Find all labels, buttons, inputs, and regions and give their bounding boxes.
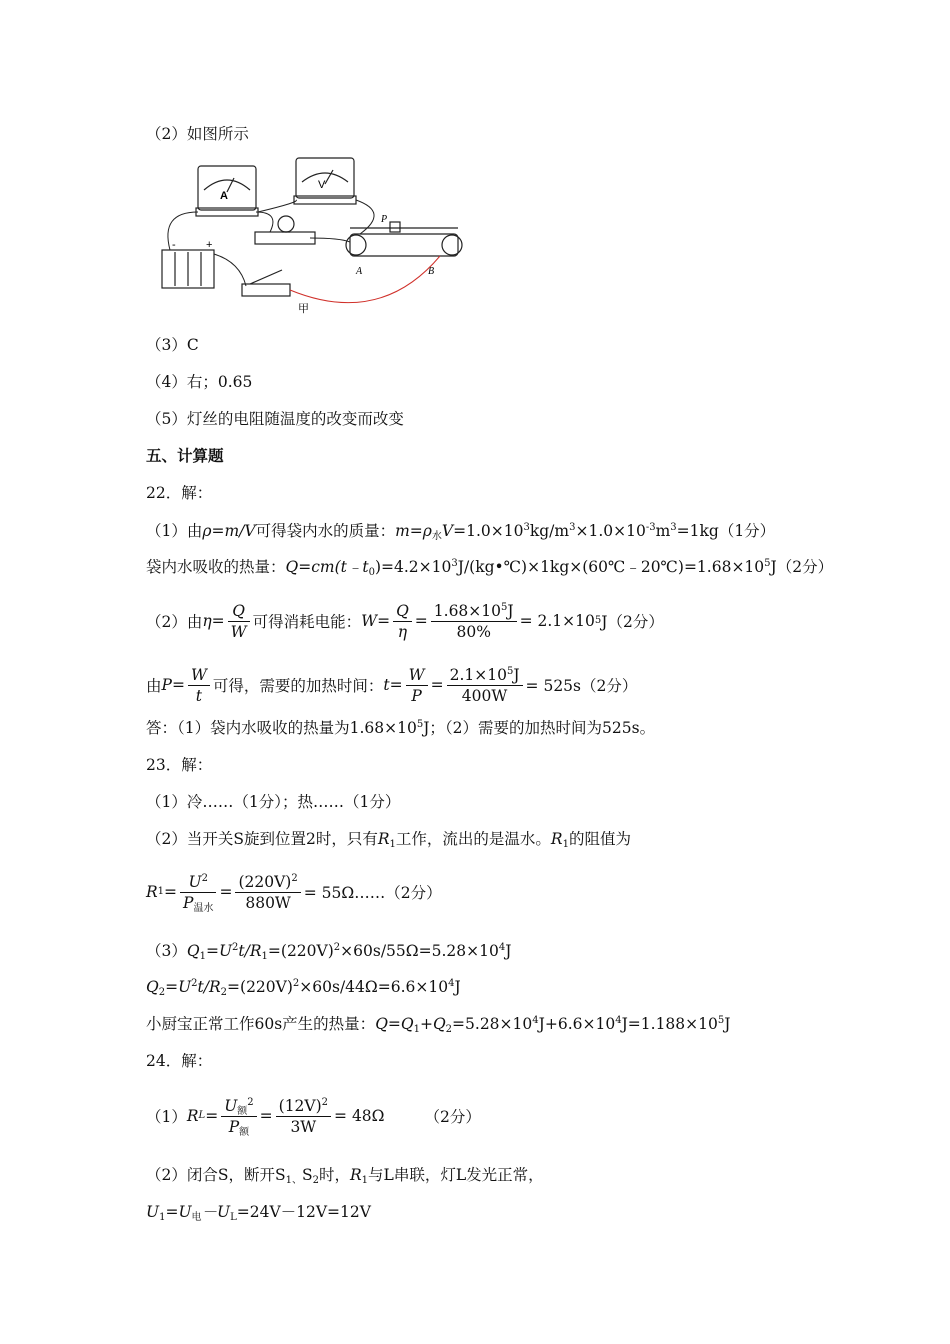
section5-title: 五、计算题 [146, 446, 224, 465]
q22-head: 22．解： [146, 484, 213, 502]
q21-item2: （2）如图所示 [146, 125, 249, 143]
fraction-energy: $\frac{1.68\times 10^5J}{80\%}$ [431, 602, 517, 641]
fraction-lamp: $\frac{(12V)^2}{3W}$ [276, 1097, 331, 1136]
lamp [255, 216, 315, 244]
voltmeter-label: V [318, 179, 326, 191]
rheostat-b-label: B [428, 266, 435, 277]
q21-item3: （3）C [146, 336, 199, 354]
q23-p4: $(3)Q_1=U^2t/R_1=(220V)^2\times 60s/55\Omega=5.28\times 10^4J$ [146, 942, 512, 962]
rheostat-p-label: P [381, 214, 388, 225]
fraction-q-over-w: $\frac{Q}{W}$ [228, 602, 250, 641]
q22-p3: （2）由 η = $\frac{Q}{W}$ 可得消耗电能： W = $\frac{Q}{\eta}$ = $\frac{1.68\times 10^5J}{80\%}$ = 2.1×10 5 J（2分） [146, 601, 664, 641]
q22-p1: （1）由ρ=m/V可得袋内水的质量：$m=\rho_水V=1.0\times 10^3kg/m^3\times 1.0\times 10^{-3}m^3=1kg(1$分） [146, 522, 776, 542]
q24-p2: （2）闭合S，断开$S_{1、}S_2$时，$R_1$与L串联，灯L发光正常， [146, 1166, 544, 1186]
fraction-resistance: $\frac{(220V)^2}{880W}$ [235, 873, 300, 912]
rheostat-a-label: A [356, 266, 363, 277]
q24-p3: $U_1=U_电-U_L=24V-12V=12V$ [146, 1203, 371, 1223]
q23-p1: （1）冷……（1分）；热……（1分） [146, 793, 401, 811]
switch [242, 270, 290, 296]
fraction-u2-over-p: $\frac{U^2}{P_{温水}}$ [180, 873, 216, 912]
q24-head: 24．解： [146, 1052, 213, 1070]
figure-caption: 甲 [298, 302, 309, 315]
fraction-rated: $\frac{U_额^2}{P_额}$ [221, 1097, 256, 1136]
q21-item5: （5）灯丝的电阻随温度的改变而改变 [146, 410, 404, 428]
q24-p1: （1） R L = $\frac{U_额^2}{P_额}$ = $\frac{(12V)^2}{3W}$ = 48Ω （2分） [146, 1096, 481, 1138]
red-wire [290, 256, 440, 303]
battery-minus: - [172, 239, 176, 251]
battery-plus: + [206, 239, 213, 251]
wires [168, 200, 374, 286]
q22-answer: 答：（1）袋内水吸收的热量为$1.68\times 10^5J$；（2）需要的加热时间为525s。 [146, 719, 656, 737]
fraction-time: $\frac{2.1\times 10^5J}{400W}$ [447, 666, 523, 705]
q23-p3: R 1 = $\frac{U^2}{P_{温水}}$ = $\frac{(220V)^2}{880W}$ = 55Ω……（2分） [146, 872, 442, 914]
circuit-diagram [150, 152, 480, 317]
q22-p4: 由 P = $\frac{W}{t}$ 可得，需要的加热时间： t = $\frac{W}{P}$ = $\frac{2.1\times 10^5J}{400W}$ = 525s（2分） [146, 665, 638, 705]
fraction-w-over-t: $\frac{W}{t}$ [188, 666, 210, 705]
ammeter-label: A [220, 190, 228, 202]
q22-p2: 袋内水吸收的热量：$Q=cm(t﹣t_0)=4.2\times 10^3J/(kg•℃)\times 1kg\times(60℃﹣20℃)=1.68\times 10^5J(2$分） [146, 558, 834, 578]
q23-p5: $Q_2=U^2t/R_2=(220V)^2\times 60s/44\Omega=6.6\times 10^4J$ [146, 978, 461, 998]
q23-head: 23．解： [146, 756, 213, 774]
q23-p6: 小厨宝正常工作60s产生的热量：$Q=Q_1+Q_2=5.28\times 10^4J+6.6\times 10^4J=1.188\times 10^5J$ [146, 1015, 731, 1035]
battery [162, 250, 214, 288]
rheostat [346, 222, 462, 256]
fraction-w-over-p: $\frac{W}{P}$ [406, 666, 428, 705]
q21-item4: （4）右；0.65 [146, 373, 253, 391]
q23-p2: （2）当开关S旋到位置2时，只有$R_1$工作，流出的是温水。$R_1$的阻值为 [146, 830, 631, 850]
fraction-q-over-eta: $\frac{Q}{\eta}$ [393, 602, 412, 641]
